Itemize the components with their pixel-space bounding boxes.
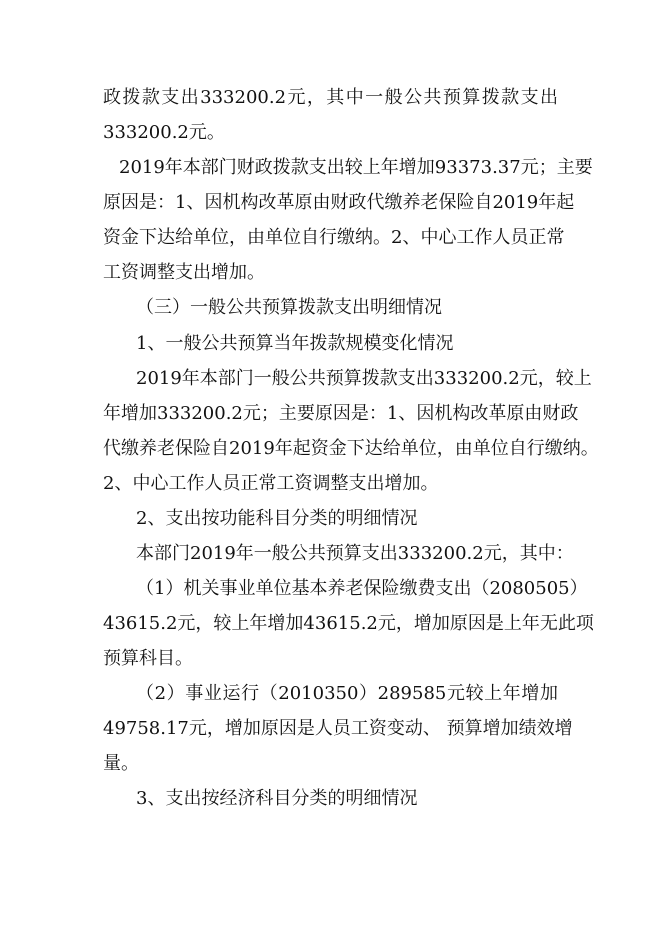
paragraph-line: 原因是：1、因机构改革原由财政代缴养老保险自2019年起 xyxy=(103,192,575,213)
paragraph-line: 政拨款支出333200.2元，其中一般公共预算拨款支出 xyxy=(103,87,558,108)
section-heading: （三）一般公共预算拨款支出明细情况 xyxy=(136,297,442,318)
paragraph-line: 2019年本部门一般公共预算拨款支出333200.2元，较上 xyxy=(136,368,592,389)
paragraph-line: 43615.2元，较上年增加43615.2元，增加原因是上年无此项 xyxy=(103,613,594,634)
paragraph-line: 2019年本部门财政拨款支出较上年增加93373.37元；主要 xyxy=(119,157,593,178)
paragraph-line: 预算科目。 xyxy=(103,648,193,669)
paragraph-line: 量。 xyxy=(103,753,139,774)
paragraph-line: 333200.2元。 xyxy=(103,122,225,143)
paragraph-line: （2）事业运行（2010350）289585元较上年增加 xyxy=(136,683,558,704)
subsection-heading: 3、支出按经济科目分类的明细情况 xyxy=(136,788,418,809)
paragraph-line: 代缴养老保险自2019年起资金下达给单位，由单位自行缴纳。 xyxy=(103,438,599,459)
paragraph-line: 49758.17元，增加原因是人员工资变动、 预算增加绩效增 xyxy=(103,718,573,739)
paragraph-line: 工资调整支出增加。 xyxy=(103,262,265,283)
paragraph-line: （1）机关事业单位基本养老保险缴费支出（2080505） xyxy=(136,578,588,599)
paragraph-line: 资金下达给单位，由单位自行缴纳。2、中心工作人员正常 xyxy=(103,227,565,248)
subsection-heading: 1、一般公共预算当年拨款规模变化情况 xyxy=(136,333,454,354)
paragraph-line: 2、中心工作人员正常工资调整支出增加。 xyxy=(103,473,439,494)
paragraph-line: 年增加333200.2元；主要原因是：1、因机构改革原由财政 xyxy=(103,403,579,424)
paragraph-line: 本部门2019年一般公共预算支出333200.2元，其中： xyxy=(136,543,574,564)
subsection-heading: 2、支出按功能科目分类的明细情况 xyxy=(136,508,418,529)
